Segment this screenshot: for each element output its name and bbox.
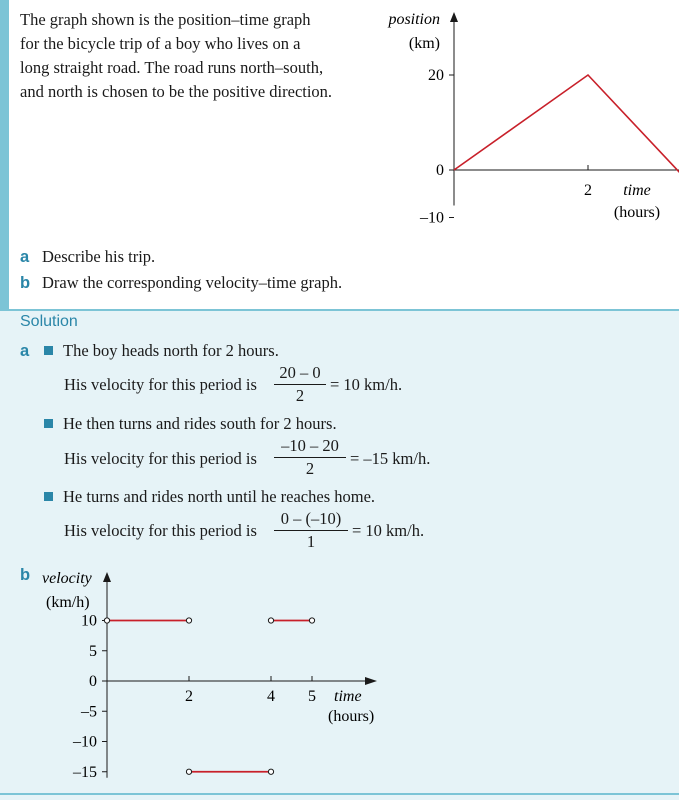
velocity-time-chart bbox=[30, 560, 390, 790]
step-statement: The boy heads north for 2 hours. bbox=[44, 341, 279, 361]
bottom-rule bbox=[0, 793, 679, 795]
part-b-label: b bbox=[20, 566, 31, 584]
velocity-prefix: His velocity for this period is bbox=[64, 449, 257, 468]
x-tick-label: 5 bbox=[308, 688, 316, 705]
velocity-result: = 10 km/h. bbox=[330, 375, 403, 394]
statement-line: for the bicycle trip of a boy who lives on a bbox=[20, 34, 301, 53]
y-axis-unit: (km) bbox=[408, 35, 440, 52]
problem-statement bbox=[20, 8, 375, 104]
fraction bbox=[274, 509, 348, 552]
open-endpoint bbox=[309, 618, 314, 623]
open-endpoint bbox=[268, 769, 273, 774]
y-axis-unit: (km/h) bbox=[46, 594, 90, 611]
velocity-result: = 10 km/h. bbox=[352, 521, 425, 540]
x-tick-label: 4 bbox=[267, 688, 275, 705]
y-axis-label: velocity bbox=[42, 570, 92, 587]
denominator: 2 bbox=[295, 386, 305, 405]
statement-line: and north is chosen to be the positive direction. bbox=[20, 82, 333, 101]
question-b bbox=[20, 273, 342, 293]
y-axis-arrow bbox=[450, 12, 458, 22]
part-a-label: a bbox=[20, 342, 30, 360]
velocity-prefix: His velocity for this period is bbox=[64, 521, 257, 540]
fraction-bar bbox=[274, 457, 346, 458]
numerator: 0 – (–10) bbox=[280, 509, 342, 528]
y-tick-label: –15 bbox=[73, 763, 97, 781]
open-endpoint bbox=[186, 769, 191, 774]
x-axis-arrow bbox=[365, 677, 377, 685]
y-tick-label: –5 bbox=[81, 703, 97, 721]
velocity-prefix: His velocity for this period is bbox=[64, 375, 257, 394]
solution-title: Solution bbox=[20, 313, 78, 330]
y-axis-label: position bbox=[388, 11, 440, 28]
statement-line: The graph shown is the position–time graph bbox=[20, 10, 311, 29]
y-tick-label: –10 bbox=[420, 209, 444, 227]
y-tick-label: 5 bbox=[89, 642, 97, 660]
question-label: a bbox=[20, 248, 30, 266]
y-tick-label: –10 bbox=[73, 733, 97, 751]
open-endpoint bbox=[268, 618, 273, 623]
bullet-icon bbox=[44, 346, 53, 355]
step-statement: He turns and rides north until he reaches home. bbox=[44, 487, 375, 507]
x-tick-label: 2 bbox=[185, 688, 193, 705]
x-axis-unit: (hours) bbox=[328, 708, 375, 725]
denominator: 2 bbox=[305, 459, 315, 478]
question-text: Draw the corresponding velocity–time graph. bbox=[42, 273, 343, 292]
y-tick-label: 20 bbox=[428, 67, 444, 84]
question-a bbox=[20, 247, 155, 267]
x-axis-label: time bbox=[334, 688, 362, 705]
velocity-result: = –15 km/h. bbox=[350, 449, 431, 468]
question-text: Describe his trip. bbox=[42, 247, 156, 266]
fraction-bar bbox=[274, 384, 326, 385]
x-tick-label: 2 bbox=[584, 182, 592, 199]
position-time-chart bbox=[370, 0, 679, 245]
denominator: 1 bbox=[306, 532, 316, 551]
fraction bbox=[274, 363, 326, 406]
bullet-icon bbox=[44, 419, 53, 428]
y-tick-label: 10 bbox=[81, 612, 97, 630]
open-endpoint bbox=[104, 618, 109, 623]
y-axis-arrow bbox=[103, 572, 111, 582]
y-tick-label: 0 bbox=[89, 673, 97, 690]
accent-bar bbox=[0, 0, 9, 310]
step-statement: He then turns and rides south for 2 hours. bbox=[44, 414, 337, 434]
statement-line: long straight road. The road runs north–south, bbox=[20, 58, 324, 77]
numerator: 20 – 0 bbox=[279, 363, 321, 382]
y-tick-label: 0 bbox=[436, 162, 444, 179]
open-endpoint bbox=[186, 618, 191, 623]
bullet-icon bbox=[44, 492, 53, 501]
x-axis-unit: (hours) bbox=[613, 204, 661, 221]
question-label: b bbox=[20, 274, 31, 292]
numerator: –10 – 20 bbox=[281, 436, 339, 455]
x-axis-label: time bbox=[623, 182, 651, 199]
fraction bbox=[274, 436, 346, 479]
fraction-bar bbox=[274, 530, 348, 531]
section-divider bbox=[0, 309, 679, 311]
